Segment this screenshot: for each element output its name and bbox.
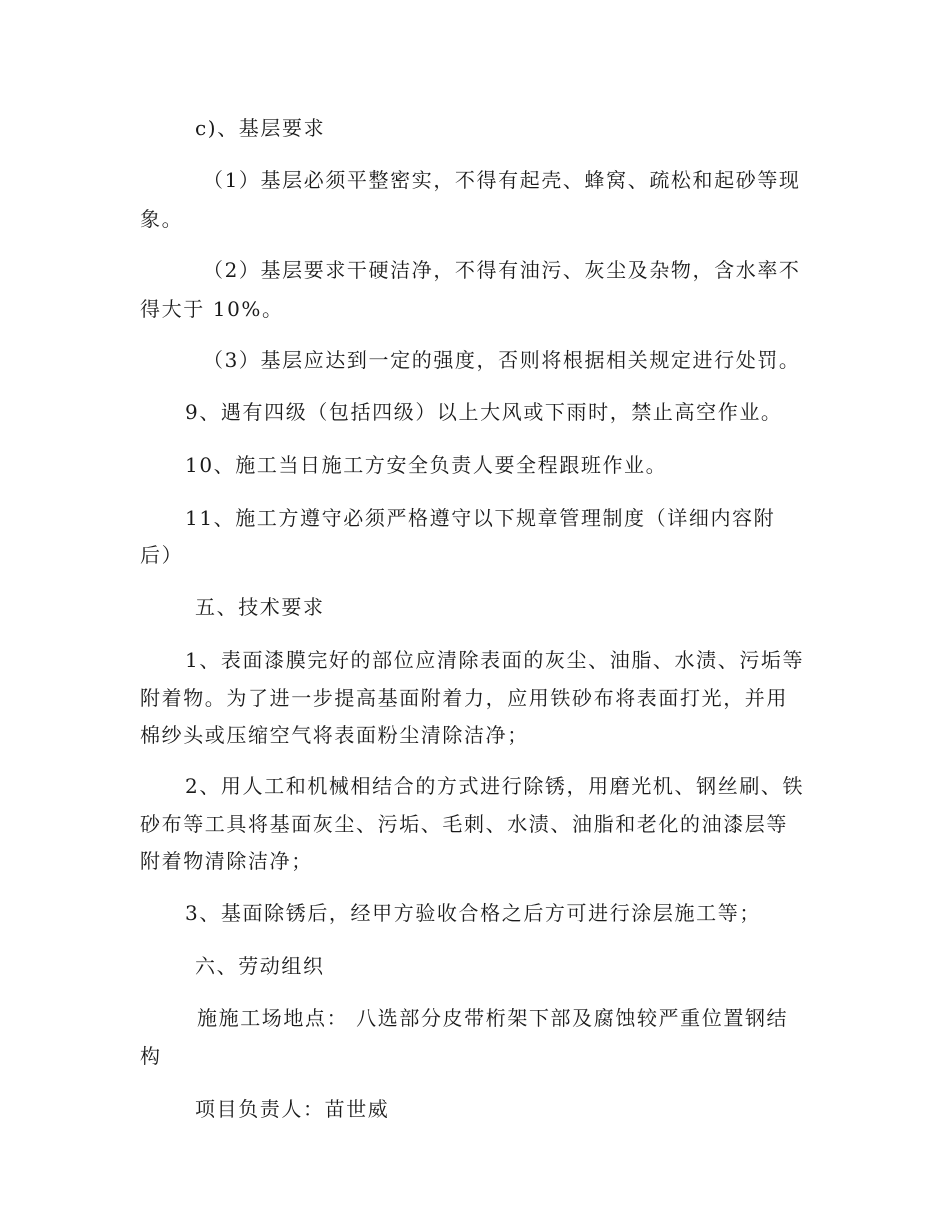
paragraph-line: 象。 (140, 207, 184, 231)
paragraph-line: （2）基层要求干硬洁净，不得有油污、灰尘及杂物，含水率不 (203, 258, 801, 282)
project-manager-line: 项目负责人：苗世威 (195, 1097, 390, 1121)
paragraph-line: 9、遇有四级（包括四级）以上大风或下雨时，禁止高空作业。 (185, 400, 783, 424)
paragraph-line: 附着物。为了进一步提高基面附着力，应用铁砂布将表面打光，并用 (140, 686, 788, 710)
paragraph-line: 构 (140, 1044, 162, 1068)
paragraph-line: 棉纱头或压缩空气将表面粉尘清除洁净； (140, 723, 529, 747)
paragraph-line: （1）基层必须平整密实，不得有起壳、蜂窝、疏松和起砂等现 (203, 168, 801, 192)
paragraph-line: 2、用人工和机械相结合的方式进行除锈，用磨光机、钢丝刷、铁 (185, 774, 805, 798)
paragraph-line: 11、施工方遵守必须严格遵守以下规章管理制度（详细内容附 (185, 506, 776, 530)
paragraph-line: 施施工场地点： 八选部分皮带桁架下部及腐蚀较严重位置钢结 (197, 1006, 789, 1030)
paragraph-line: 3、基面除锈后，经甲方验收合格之后方可进行涂层施工等； (185, 901, 761, 925)
paragraph-line: （3）基层应达到一定的强度，否则将根据相关规定进行处罚。 (203, 348, 801, 372)
heading-base-requirements: c)、基层要求 (195, 116, 326, 140)
heading-labor-organization: 六、劳动组织 (195, 954, 325, 978)
paragraph-line: 砂布等工具将基面灰尘、污垢、毛刺、水渍、油脂和老化的油漆层等 (140, 812, 788, 836)
paragraph-line: 10、施工当日施工方安全负责人要全程跟班作业。 (185, 453, 668, 477)
paragraph-line: 1、表面漆膜完好的部位应清除表面的灰尘、油脂、水渍、污垢等 (185, 648, 805, 672)
paragraph-line: 附着物清除洁净； (140, 849, 313, 873)
heading-technical-requirements: 五、技术要求 (195, 595, 325, 619)
paragraph-line: 得大于 10%。 (140, 297, 284, 321)
paragraph-line: 后） (140, 543, 184, 567)
